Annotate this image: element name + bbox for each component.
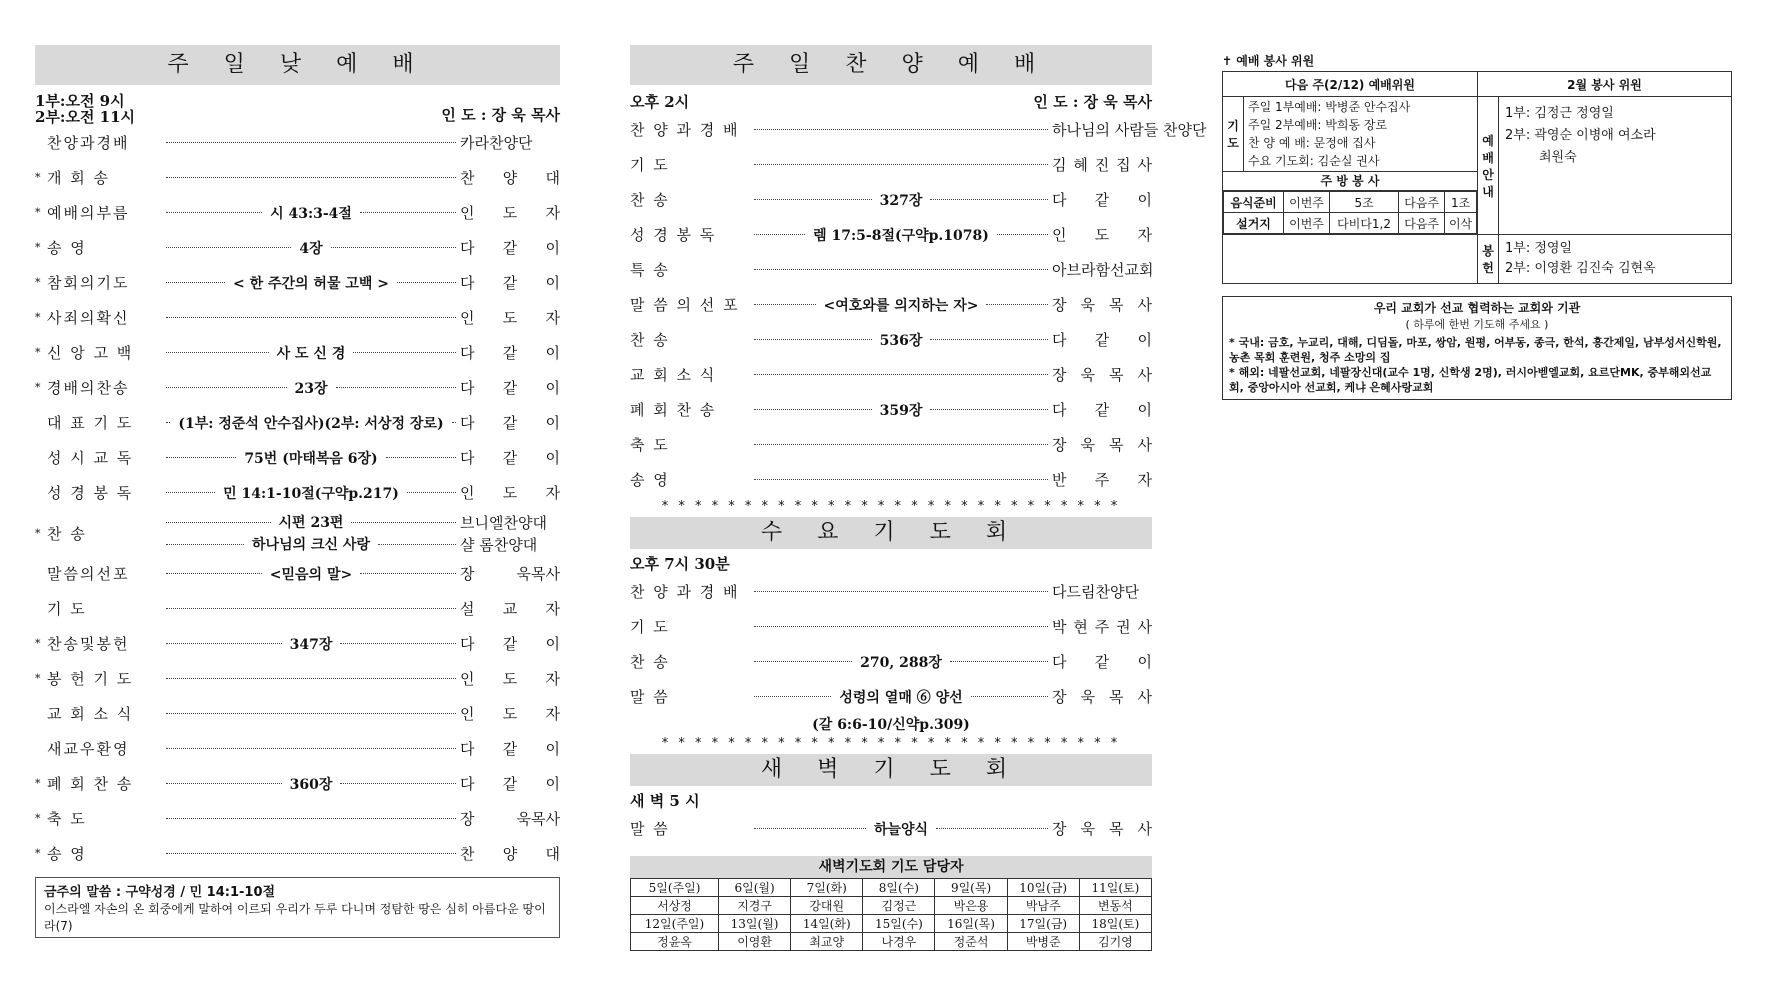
order-name: 송 영 <box>47 845 87 863</box>
order-name: 축 도 <box>47 810 87 828</box>
schedule-date: 7일(화) <box>791 879 863 897</box>
dawn-schedule-table <box>630 878 1152 951</box>
order-name: 교 회 소 식 <box>630 366 717 384</box>
order-name: 송 영 <box>630 471 670 489</box>
kitchen-cell: 다음주 <box>1399 192 1445 213</box>
order-detail: 360장 <box>289 776 333 793</box>
standing-mark: * <box>35 847 41 860</box>
order-detail: 시편 23편 <box>278 515 344 531</box>
order-person: 브니엘찬양대 <box>460 513 547 532</box>
order-person: 다 같 이 <box>1052 401 1152 419</box>
order-person: 인 도 자 <box>460 309 560 327</box>
wednesday-time-text: 오후 7시 30분 <box>630 555 730 573</box>
order-person: 찬 양 대 <box>460 169 560 187</box>
order-item <box>630 217 1152 252</box>
order-name: 봉 헌 기 도 <box>47 670 134 688</box>
order-person: 찬 양 대 <box>460 845 560 863</box>
order-item <box>630 182 1152 217</box>
order-detail: 민 14:1-10절(구약p.217) <box>223 485 399 502</box>
order-item <box>35 125 560 160</box>
order-item <box>35 405 560 440</box>
order-detail: 23장 <box>294 380 328 397</box>
dawn-prayer-time: 새 벽 5 시 <box>630 792 700 810</box>
order-detail: 327장 <box>879 192 923 209</box>
order-item <box>35 836 560 871</box>
dawn-order-item <box>630 811 1152 846</box>
schedule-date: 16일(목) <box>935 915 1007 933</box>
order-name: 대 표 기 도 <box>47 414 134 432</box>
order-detail: (1부: 정준석 안수집사)(2부: 서상정 장로) <box>178 415 444 432</box>
prayer-line: 주일 2부예배: 박희동 장로 <box>1248 118 1388 132</box>
kitchen-cell: 이삭 <box>1445 213 1477 234</box>
schedule-date: 6일(월) <box>719 879 791 897</box>
standing-mark: * <box>35 171 41 184</box>
schedule-person: 정준석 <box>935 933 1007 951</box>
order-detail: 하나님의 크신 사랑 <box>252 537 370 553</box>
order-person: 장 욱목사 <box>460 565 560 583</box>
usher-list <box>1499 97 1732 235</box>
order-item <box>35 661 560 696</box>
praise-service-header <box>630 91 1152 112</box>
order-name: 말 씀 <box>630 820 670 838</box>
order-detail: 성령의 열매 ⑥ 양선 <box>839 689 963 706</box>
schedule-date: 10일(금) <box>1007 879 1079 897</box>
next-week-header: 다음 주(2/12) 예배위원 <box>1223 72 1478 97</box>
prayer-line: 수요 기도회: 김순실 권사 <box>1248 154 1380 168</box>
service-committee-title: 예배 봉사 위원 <box>1236 54 1315 68</box>
schedule-person: 이영환 <box>719 933 791 951</box>
order-name: 찬 양 과 경 배 <box>630 121 740 139</box>
schedule-person: 서상정 <box>631 897 719 915</box>
order-name: 송 영 <box>47 239 87 257</box>
order-name: 폐 회 찬 송 <box>630 401 717 419</box>
order-item <box>35 696 560 731</box>
order-name: 찬 송 <box>47 524 87 543</box>
order-detail: <믿음의 말> <box>269 566 353 583</box>
kitchen-section <box>1223 172 1478 235</box>
order-item <box>35 265 560 300</box>
order-person: 박 현 주 권 사 <box>1052 618 1152 636</box>
weekly-verse-box <box>35 877 560 938</box>
kitchen-cell: 다음주 <box>1399 213 1445 234</box>
prayer-line: 주일 1부예배: 박병준 안수집사 <box>1248 100 1411 114</box>
order-name: 찬 송 <box>630 653 670 671</box>
kitchen-cell: 설거지 <box>1224 213 1284 234</box>
kitchen-cell: 다비다1,2 <box>1330 213 1399 234</box>
order-person: 인 도 자 <box>460 705 560 723</box>
order-name: 찬양과경배 <box>47 134 130 152</box>
kitchen-cell: 이번주 <box>1284 192 1330 213</box>
service-time-2: 2부:오전 11시 <box>35 108 136 126</box>
standing-mark: * <box>35 812 41 825</box>
standing-mark: * <box>35 206 41 219</box>
mission-domestic: * 국내: 금호, 누교리, 대해, 디딤돌, 마포, 쌍암, 원평, 어부동, 종극, 한석, 흥간제일, 남부성서신학원, 농촌 목회 훈련원, 청주 소망의 집 <box>1229 336 1722 364</box>
order-item <box>35 591 560 626</box>
middle-column <box>630 45 1207 951</box>
wednesday-time <box>630 553 1152 574</box>
prayer-list <box>1244 97 1478 172</box>
mission-box <box>1222 296 1732 400</box>
usher-line: 1부: 김정근 정영일 <box>1505 106 1614 121</box>
schedule-row <box>631 897 1152 915</box>
schedule-person: 박남주 <box>1007 897 1079 915</box>
order-person: 다 같 이 <box>460 239 561 257</box>
standing-mark: * <box>35 381 41 394</box>
service-time-1: 1부:오전 9시 <box>35 92 125 110</box>
order-item <box>630 609 1152 644</box>
schedule-person: 변동석 <box>1079 897 1151 915</box>
order-name: 교 회 소 식 <box>47 705 134 723</box>
standing-mark: * <box>35 526 41 540</box>
usher-label: 예배안내 <box>1478 97 1499 235</box>
order-item <box>630 322 1152 357</box>
order-name: 찬 송 <box>630 331 670 349</box>
order-detail: 4장 <box>299 240 323 257</box>
order-person: 장 욱 목 사 <box>1052 820 1153 838</box>
mission-subtitle: ( 하루에 한번 기도해 주세요 ) <box>1405 318 1549 331</box>
schedule-person: 김정근 <box>863 897 935 915</box>
schedule-date: 17일(금) <box>1007 915 1079 933</box>
order-item <box>630 287 1152 322</box>
order-person: 다 같 이 <box>460 635 560 653</box>
offering-label: 봉헌 <box>1478 235 1499 284</box>
order-person: 다 같 이 <box>460 414 560 432</box>
order-name: 새교우환영 <box>47 740 130 758</box>
order-detail: 75번 (마태복음 6장) <box>244 450 378 467</box>
order-name: 찬 양 과 경 배 <box>630 583 740 601</box>
service-committee-table <box>1222 71 1732 284</box>
schedule-person: 나경우 <box>863 933 935 951</box>
standing-mark: * <box>35 777 41 790</box>
weekly-verse-text: 이스라엘 자손의 온 회중에게 말하여 이르되 우리가 두루 다니며 정탐한 땅은 심히 아름다운 땅이라(7) <box>44 902 546 933</box>
order-detail: <여호와를 의지하는 자> <box>823 297 979 314</box>
wednesday-title: 수 요 기 도 회 <box>630 517 1152 549</box>
order-detail: 270, 288장 <box>860 654 942 671</box>
praise-service-time: 오후 2시 <box>630 93 690 111</box>
praise-service-title: 주 일 찬 양 예 배 <box>630 45 1152 85</box>
schedule-person: 지경구 <box>719 897 791 915</box>
order-detail: 536장 <box>879 332 923 349</box>
order-name: 성 시 교 독 <box>47 449 134 467</box>
schedule-date: 9일(목) <box>935 879 1007 897</box>
prayer-line: 찬 양 예 배: 문정애 집사 <box>1248 136 1376 150</box>
schedule-date: 14일(화) <box>791 915 863 933</box>
order-name: 사죄의확신 <box>47 309 130 327</box>
order-detail: 사 도 신 경 <box>276 345 346 362</box>
order-name: 경배의찬송 <box>47 379 130 397</box>
prayer-label: 기도 <box>1223 97 1244 172</box>
order-name: 말 씀 <box>630 688 670 706</box>
order-person: 샬 롬찬양대 <box>460 535 538 554</box>
kitchen-cell: 1조 <box>1445 192 1477 213</box>
standing-mark: * <box>35 637 41 650</box>
sunday-service-title: 주 일 낮 예 배 <box>35 45 560 85</box>
standing-mark: * <box>35 241 41 254</box>
schedule-date: 13일(월) <box>719 915 791 933</box>
order-item <box>630 147 1152 182</box>
order-person: 장 욱 목 사 <box>1052 688 1153 706</box>
usher-line: 최원숙 <box>1539 150 1577 165</box>
order-person: 김 혜 진 집 사 <box>1052 156 1152 174</box>
order-person: 장 욱목사 <box>460 810 560 828</box>
standing-mark: * <box>35 346 41 359</box>
offering-list <box>1499 235 1732 284</box>
order-item <box>630 357 1152 392</box>
order-person: 인 도 자 <box>460 204 560 222</box>
schedule-date: 11일(토) <box>1079 879 1151 897</box>
wednesday-order-list <box>630 574 1152 714</box>
order-detail: 359장 <box>879 402 923 419</box>
standing-mark: * <box>35 276 41 289</box>
order-name: 찬 송 <box>630 191 670 209</box>
order-item <box>35 626 560 661</box>
service-committee-heading <box>1222 52 1732 69</box>
order-name: 기 도 <box>47 600 87 618</box>
schedule-date: 5일(주일) <box>631 879 719 897</box>
order-person: 장 욱 목 사 <box>1052 366 1152 384</box>
bullet-divider: * * * * * * * * * * * * * * * * * * * * * * * * * * * * <box>661 499 1121 514</box>
kitchen-row <box>1224 192 1477 213</box>
offering-line: 2부: 이영환 김진숙 김현옥 <box>1505 261 1656 276</box>
order-item <box>630 644 1152 679</box>
order-person: 인 도 자 <box>1052 226 1153 244</box>
schedule-person: 강대원 <box>791 897 863 915</box>
schedule-person: 박은용 <box>935 897 1007 915</box>
order-item <box>35 766 560 801</box>
order-person: 다 같 이 <box>460 344 560 362</box>
order-person: 아브라함선교회 <box>1052 261 1154 279</box>
order-person: 다 같 이 <box>1052 191 1152 209</box>
cross-icon: ✝ <box>1222 54 1233 68</box>
order-person: 반 주 자 <box>1052 471 1152 489</box>
order-name: 예배의부름 <box>47 204 130 222</box>
order-name: 말 씀 의 선 포 <box>630 296 740 314</box>
order-person: 인 도 자 <box>460 670 560 688</box>
month-header: 2월 봉사 위원 <box>1478 72 1732 97</box>
order-item <box>630 252 1152 287</box>
bullet-divider-2: * * * * * * * * * * * * * * * * * * * * * * * * * * * * <box>661 736 1121 751</box>
order-person: 다 같 이 <box>1052 331 1152 349</box>
kitchen-row <box>1224 213 1477 234</box>
schedule-row <box>631 933 1152 951</box>
order-item <box>630 112 1207 147</box>
order-name: 기 도 <box>630 156 670 174</box>
schedule-date: 18일(토) <box>1079 915 1151 933</box>
order-person: 장 욱 목 사 <box>1052 296 1152 314</box>
order-detail: 하늘양식 <box>873 821 929 838</box>
kitchen-cell: 5조 <box>1330 192 1399 213</box>
order-person: 다 같 이 <box>460 449 560 467</box>
order-item <box>630 462 1152 497</box>
wednesday-scripture-ref: (갈 6:6-10/신약p.309) <box>812 717 970 733</box>
weekly-verse-title: 금주의 말씀 : 구약성경 / 민 14:1-10절 <box>44 885 276 900</box>
kitchen-table <box>1223 191 1477 234</box>
praise-order-list <box>630 112 1207 497</box>
order-item <box>630 679 1152 714</box>
order-item <box>630 427 1152 462</box>
schedule-person: 최교양 <box>791 933 863 951</box>
order-person: 다 같 이 <box>460 379 561 397</box>
standing-mark: * <box>35 311 41 324</box>
order-person: 다 같 이 <box>460 274 560 292</box>
order-name: 개 회 송 <box>47 169 111 187</box>
sunday-service-header <box>35 93 560 125</box>
order-name: 말씀의선포 <box>47 565 130 583</box>
service-leader: 인 도 : 장 욱 목사 <box>441 106 560 124</box>
order-item <box>35 195 560 230</box>
order-person: 다 같 이 <box>1052 653 1153 671</box>
order-person: 장 욱 목 사 <box>1052 436 1152 454</box>
order-item <box>35 801 560 836</box>
order-item <box>35 556 560 591</box>
schedule-person: 김기영 <box>1079 933 1151 951</box>
kitchen-cell: 이번주 <box>1284 213 1330 234</box>
order-name: 성 경 봉 독 <box>47 484 134 502</box>
mission-title: 우리 교회가 선교 협력하는 교회와 기관 <box>1373 301 1581 315</box>
order-detail: 시 43:3-4절 <box>270 205 352 222</box>
order-name: 기 도 <box>630 618 670 636</box>
order-item <box>35 230 560 265</box>
order-item <box>630 392 1152 427</box>
order-item <box>35 160 560 195</box>
kitchen-cell: 음식준비 <box>1224 192 1284 213</box>
order-person: 카라찬양단 <box>460 134 533 152</box>
order-person: 다 같 이 <box>460 775 560 793</box>
praise-service-leader: 인 도 : 장 욱 목사 <box>1033 93 1152 111</box>
order-detail: < 한 주간의 허물 고백 > <box>232 275 390 292</box>
order-name: 폐 회 찬 송 <box>47 775 134 793</box>
order-person: 다드림찬양단 <box>1052 583 1139 601</box>
left-column <box>35 45 560 938</box>
order-item <box>630 574 1152 609</box>
usher-line: 2부: 곽영순 이병애 여소라 <box>1505 128 1656 143</box>
order-item-special-hymn <box>35 510 560 556</box>
standing-mark: * <box>35 672 41 685</box>
schedule-person: 박병준 <box>1007 933 1079 951</box>
order-person: 설 교 자 <box>460 600 560 618</box>
order-person: 인 도 자 <box>460 484 561 502</box>
order-detail: 347장 <box>289 636 333 653</box>
dawn-schedule-title: 새벽기도회 기도 담당자 <box>630 856 1152 878</box>
order-name: 신 앙 고 백 <box>47 344 134 362</box>
order-name: 참회의기도 <box>47 274 130 292</box>
order-item <box>35 475 560 510</box>
order-name: 성 경 봉 독 <box>630 226 717 244</box>
order-detail: 렘 17:5-8절(구약p.1078) <box>813 227 989 244</box>
order-item <box>35 335 560 370</box>
schedule-date: 8일(수) <box>863 879 935 897</box>
order-item <box>35 300 560 335</box>
offering-line: 1부: 정영일 <box>1505 241 1573 256</box>
order-name: 특 송 <box>630 261 670 279</box>
order-person: 하나님의 사람들 찬양단 <box>1052 121 1207 139</box>
mission-overseas: * 해외: 네팔선교회, 네팔장신대(교수 1명, 신학생 2명), 러시아벧엘교회, 요르단MK, 중부해외선교회, 중앙아시아 선교회, 케냐 은혜사랑교회 <box>1229 366 1712 394</box>
order-item <box>35 440 560 475</box>
kitchen-title: 주 방 봉 사 <box>1223 172 1477 191</box>
order-list <box>35 125 560 510</box>
order-name: 축 도 <box>630 436 670 454</box>
schedule-date: 12일(주일) <box>631 915 719 933</box>
schedule-row <box>631 915 1152 933</box>
right-column <box>1222 52 1732 400</box>
order-person: 다 같 이 <box>460 740 560 758</box>
order-list-2 <box>35 556 560 871</box>
schedule-row <box>631 879 1152 897</box>
schedule-date: 15일(수) <box>863 915 935 933</box>
schedule-person: 정윤옥 <box>631 933 719 951</box>
order-item <box>35 370 560 405</box>
order-name: 찬송및봉헌 <box>47 635 130 653</box>
dawn-prayer-title: 새 벽 기 도 회 <box>630 754 1152 786</box>
order-item <box>35 731 560 766</box>
